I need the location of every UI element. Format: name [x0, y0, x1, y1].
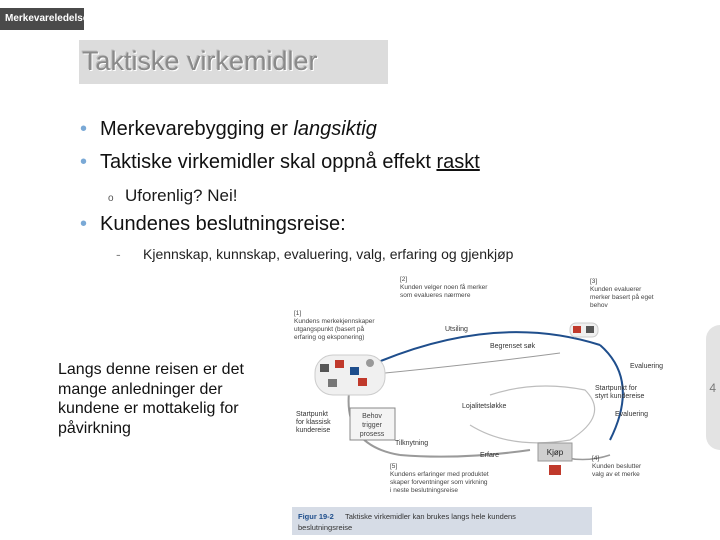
bullet-2-underlined: raskt	[436, 151, 480, 173]
bullet-1-text: Merkevarebygging er	[100, 118, 294, 140]
evaluering-label: Evaluering	[630, 363, 664, 370]
behov-line-2: trigger	[362, 422, 382, 429]
note-5-line-2: skaper forventninger som virkning	[390, 479, 488, 486]
note-4-number: [4]	[592, 455, 600, 462]
journey-diagram	[290, 275, 720, 540]
selected-brand-2	[586, 326, 594, 333]
brand-icon-1	[320, 364, 329, 372]
behov-line-1: Behov	[362, 413, 382, 420]
page-title: Taktiske virkemidler	[82, 46, 318, 76]
begrenset-sok-arc	[385, 353, 560, 373]
erfare-label: Erfare	[480, 452, 500, 459]
sub-bullet-text: Uforenlig? Nei!	[125, 186, 238, 205]
selected-brand-1	[573, 326, 581, 333]
note-2-line-2: som evalueres nærmere	[400, 292, 471, 299]
evaluering-2-label: Evaluering	[615, 411, 649, 418]
brand-icon-5	[358, 378, 367, 386]
sub-bullet-2-text: Kjennskap, kunnskap, evaluering, valg, erfaring og gjenkjøp	[143, 246, 514, 262]
sub-bullet	[108, 186, 237, 206]
circle-bullet-icon: o	[108, 193, 114, 204]
tilknytning-label: Tilknytning	[395, 440, 429, 447]
caption-line-2: beslutningsreise	[298, 523, 353, 532]
caption-line-1: Taktiske virkemidler kan brukes langs hele kundens	[345, 512, 516, 521]
note-2-number: [2]	[400, 276, 408, 283]
bullet-3	[80, 213, 346, 236]
sub-bullet-2	[116, 246, 513, 262]
startpunkt-styrt-line-1: Startpunkt for	[595, 385, 638, 392]
bullet-3-text: Kundenes beslutningsreise:	[100, 213, 346, 235]
customer-journey-figure	[290, 275, 720, 540]
note-4-line-1: Kunden beslutter	[592, 463, 642, 470]
bullet-1-emphasis: langsiktig	[293, 118, 377, 140]
note-3-line-2: merker basert på eget	[590, 294, 654, 301]
page-number: 4	[709, 381, 716, 395]
note-2-line-1: Kunden velger noen få merker	[400, 284, 488, 291]
startpunkt-styrt-line-2: styrt kundereise	[595, 393, 645, 400]
caption-label: Figur 19-2	[298, 512, 334, 521]
startpunkt-klassisk-line-2: for klassisk	[296, 419, 331, 426]
bullet-dot: •	[80, 118, 88, 140]
side-text: Langs denne reisen er det mange anledninger der kundene er mottakelig for påvirkning	[58, 361, 244, 437]
brand-tag: Merkevareledelse	[0, 8, 84, 30]
note-3-line-3: behov	[590, 302, 608, 309]
bullet-dot: •	[80, 151, 88, 173]
bullet-dot: •	[80, 213, 88, 235]
dash-bullet-icon: -	[116, 246, 121, 262]
note-3-line-1: Kunden evaluerer	[590, 286, 642, 293]
brand-icon-6	[366, 359, 374, 367]
top-arc	[360, 332, 600, 370]
begrenset-sok-label: Begrenset søk	[490, 343, 536, 350]
loyalty-loop	[470, 386, 595, 443]
startpunkt-klassisk-line-1: Startpunkt	[296, 411, 328, 418]
brand-icon-4	[328, 379, 337, 387]
bullet-2	[80, 151, 480, 174]
note-4-line-2: valg av et merke	[592, 471, 640, 478]
note-1-line-3: erfaring og eksponering)	[294, 334, 365, 341]
behov-line-3: prosess	[359, 431, 385, 438]
note-1-line-2: utgangspunkt (basert på	[294, 326, 365, 333]
brand-icon-2	[335, 360, 344, 368]
purchase-icon	[549, 465, 561, 475]
kjop-label: Kjøp	[546, 448, 564, 457]
note-5-line-1: Kundens erfaringer med produktet	[390, 471, 489, 478]
bottom-arc	[400, 450, 530, 457]
note-5-line-3: i neste beslutningsreise	[390, 487, 458, 494]
note-3-number: [3]	[590, 278, 598, 285]
utsiling-label: Utsiling	[445, 326, 468, 333]
note-5-number: [5]	[390, 463, 398, 470]
brand-icon-3	[350, 367, 359, 375]
note-1-number: [1]	[294, 310, 302, 317]
bullet-2-text: Taktiske virkemidler skal oppnå effekt	[100, 151, 437, 173]
bullet-1	[80, 118, 377, 141]
startpunkt-klassisk-line-3: kundereise	[296, 427, 331, 434]
lojalitetslokke-label: Lojalitetsløkke	[462, 403, 507, 410]
note-1-line-1: Kundens merkekjennskaper	[294, 318, 375, 325]
